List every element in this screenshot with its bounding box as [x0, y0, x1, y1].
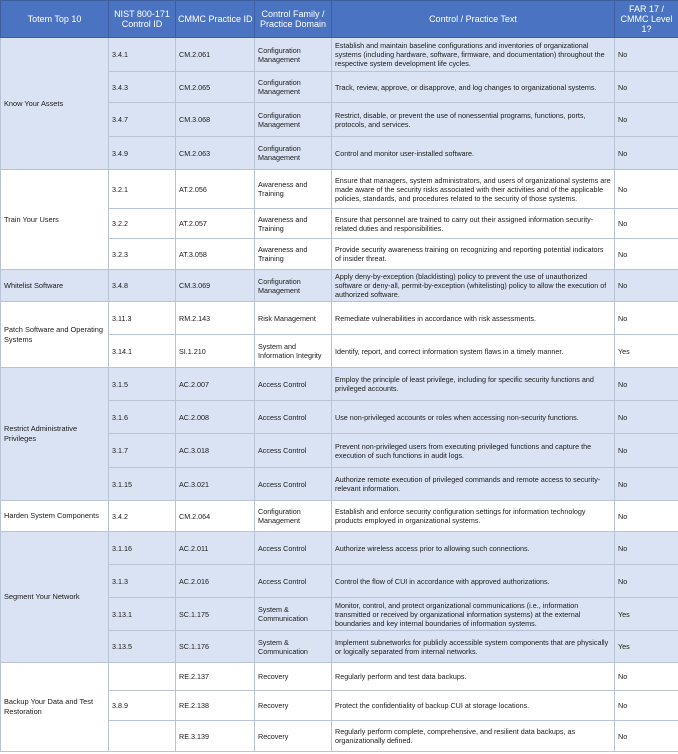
header-nist-control-id: NIST 800-171 Control ID: [109, 1, 176, 38]
far-level1-cell: No: [615, 209, 678, 239]
cmmc-practice-id-cell: AC.3.018: [176, 434, 255, 468]
far-level1-cell: Yes: [615, 598, 678, 631]
far-level1-cell: No: [615, 434, 678, 468]
top10-category: Train Your Users: [1, 170, 109, 270]
cmmc-practice-id-cell: SC.1.175: [176, 598, 255, 631]
control-family-cell: Configuration Management: [255, 270, 332, 302]
far-level1-cell: No: [615, 501, 678, 532]
control-family-cell: Awareness and Training: [255, 170, 332, 209]
far-level1-cell: No: [615, 302, 678, 335]
nist-control-id-cell: 3.4.7: [109, 103, 176, 137]
control-family-cell: Access Control: [255, 401, 332, 434]
control-family-cell: System & Communication: [255, 598, 332, 631]
far-level1-cell: No: [615, 565, 678, 598]
control-family-cell: Access Control: [255, 468, 332, 501]
control-text-cell: Restrict, disable, or prevent the use of nonessential programs, functions, ports, protocols, and services.: [332, 103, 615, 137]
far-level1-cell: No: [615, 663, 678, 691]
control-family-cell: Configuration Management: [255, 103, 332, 137]
far-level1-cell: No: [615, 239, 678, 270]
cmmc-practice-id-cell: AC.2.016: [176, 565, 255, 598]
control-family-cell: Recovery: [255, 721, 332, 752]
control-text-cell: Authorize wireless access prior to allowing such connections.: [332, 532, 615, 565]
table-row: [1, 501, 678, 532]
cmmc-practice-id-cell: CM.2.064: [176, 501, 255, 532]
table-row: [1, 663, 678, 691]
control-text-cell: Protect the confidentiality of backup CUI at storage locations.: [332, 691, 615, 721]
nist-control-id-cell: 3.11.3: [109, 302, 176, 335]
cmmc-practice-id-cell: CM.3.068: [176, 103, 255, 137]
control-text-cell: Track, review, approve, or disapprove, and log changes to organizational systems.: [332, 72, 615, 103]
far-level1-cell: No: [615, 103, 678, 137]
top10-category: Backup Your Data and Test Restoration: [1, 663, 109, 752]
top10-category: Whitelist Software: [1, 270, 109, 302]
cmmc-practice-id-cell: CM.2.065: [176, 72, 255, 103]
nist-control-id-cell: 3.2.2: [109, 209, 176, 239]
nist-control-id-cell: 3.1.3: [109, 565, 176, 598]
control-text-cell: Regularly perform and test data backups.: [332, 663, 615, 691]
control-family-cell: Configuration Management: [255, 38, 332, 72]
cmmc-practice-id-cell: SI.1.210: [176, 335, 255, 368]
nist-control-id-cell: 3.1.16: [109, 532, 176, 565]
far-level1-cell: No: [615, 691, 678, 721]
cmmc-practice-id-cell: RM.2.143: [176, 302, 255, 335]
control-text-cell: Authorize remote execution of privileged commands and remote access to security-relevant information.: [332, 468, 615, 501]
cmmc-practice-id-cell: RE.2.137: [176, 663, 255, 691]
far-level1-cell: Yes: [615, 631, 678, 663]
header-control-text: Control / Practice Text: [332, 1, 615, 38]
table-row: [1, 38, 678, 72]
nist-control-id-cell: [109, 663, 176, 691]
control-family-cell: Configuration Management: [255, 72, 332, 103]
control-text-cell: Use non-privileged accounts or roles when accessing non-security functions.: [332, 401, 615, 434]
control-family-cell: Awareness and Training: [255, 209, 332, 239]
cmmc-practice-id-cell: AC.3.021: [176, 468, 255, 501]
nist-control-id-cell: 3.1.6: [109, 401, 176, 434]
cmmc-practice-id-cell: AT.3.058: [176, 239, 255, 270]
top10-category: Harden System Components: [1, 501, 109, 532]
nist-control-id-cell: 3.14.1: [109, 335, 176, 368]
control-family-cell: Risk Management: [255, 302, 332, 335]
table-row: [1, 302, 678, 335]
top10-category: Know Your Assets: [1, 38, 109, 170]
header-cmmc-practice-id: CMMC Practice ID: [176, 1, 255, 38]
nist-control-id-cell: 3.2.3: [109, 239, 176, 270]
far-level1-cell: No: [615, 38, 678, 72]
top10-category: Patch Software and Operating Systems: [1, 302, 109, 368]
nist-control-id-cell: 3.4.2: [109, 501, 176, 532]
cmmc-practice-id-cell: AT.2.057: [176, 209, 255, 239]
control-text-cell: Regularly perform complete, comprehensive, and resilient data backups, as organizationally defined.: [332, 721, 615, 752]
control-text-cell: Implement subnetworks for publicly accessible system components that are physically or logically separated from internal networks.: [332, 631, 615, 663]
header-control-family: Control Family / Practice Domain: [255, 1, 332, 38]
nist-control-id-cell: 3.4.1: [109, 38, 176, 72]
control-text-cell: Establish and maintain baseline configurations and inventories of organizational systems (including hardware, software, firmware, and documentation) throughout the respective system development life cycles.: [332, 38, 615, 72]
control-family-cell: Configuration Management: [255, 501, 332, 532]
cmmc-practice-id-cell: RE.2.138: [176, 691, 255, 721]
nist-control-id-cell: 3.13.1: [109, 598, 176, 631]
far-level1-cell: No: [615, 401, 678, 434]
nist-control-id-cell: 3.13.5: [109, 631, 176, 663]
nist-control-id-cell: 3.8.9: [109, 691, 176, 721]
nist-control-id-cell: 3.1.7: [109, 434, 176, 468]
control-text-cell: Control the flow of CUI in accordance with approved authorizations.: [332, 565, 615, 598]
control-family-cell: Access Control: [255, 368, 332, 401]
far-level1-cell: No: [615, 72, 678, 103]
cmmc-practice-id-cell: RE.3.139: [176, 721, 255, 752]
control-text-cell: Remediate vulnerabilities in accordance with risk assessments.: [332, 302, 615, 335]
header-top10: Totem Top 10: [1, 1, 109, 38]
control-text-cell: Ensure that managers, system administrators, and users of organizational systems are made aware of the security risks associated with their activities and of the applicable policies, standards, and procedures related to the security of those systems.: [332, 170, 615, 209]
far-level1-cell: No: [615, 468, 678, 501]
control-text-cell: Provide security awareness training on recognizing and reporting potential indicators of insider threat.: [332, 239, 615, 270]
cmmc-practice-id-cell: SC.1.176: [176, 631, 255, 663]
far-level1-cell: Yes: [615, 335, 678, 368]
nist-control-id-cell: 3.1.15: [109, 468, 176, 501]
control-family-cell: Recovery: [255, 663, 332, 691]
cmmc-practice-id-cell: AC.2.008: [176, 401, 255, 434]
nist-control-id-cell: [109, 721, 176, 752]
nist-control-id-cell: 3.1.5: [109, 368, 176, 401]
control-text-cell: Ensure that personnel are trained to carry out their assigned information security-related duties and responsibilities.: [332, 209, 615, 239]
header-row: [1, 1, 678, 38]
table-row: [1, 270, 678, 302]
table-row: [1, 368, 678, 401]
top10-category: Segment Your Network: [1, 532, 109, 663]
table-row: [1, 170, 678, 209]
control-family-cell: Access Control: [255, 434, 332, 468]
control-family-cell: Configuration Management: [255, 137, 332, 170]
control-family-cell: System and Information Integrity: [255, 335, 332, 368]
nist-control-id-cell: 3.2.1: [109, 170, 176, 209]
control-text-cell: Establish and enforce security configuration settings for information technology products employed in organizational systems.: [332, 501, 615, 532]
nist-control-id-cell: 3.4.3: [109, 72, 176, 103]
control-text-cell: Monitor, control, and protect organizational communications (i.e., information transmitted or received by organizational information systems) at the external boundaries and key internal boundaries of information systems.: [332, 598, 615, 631]
cmmc-practice-id-cell: AC.2.007: [176, 368, 255, 401]
nist-control-id-cell: 3.4.8: [109, 270, 176, 302]
header-far-level1: FAR 17 / CMMC Level 1?: [615, 1, 678, 38]
table-row: [1, 532, 678, 565]
far-level1-cell: No: [615, 368, 678, 401]
control-family-cell: Recovery: [255, 691, 332, 721]
nist-control-id-cell: 3.4.9: [109, 137, 176, 170]
top10-category: Restrict Administrative Privileges: [1, 368, 109, 501]
far-level1-cell: No: [615, 532, 678, 565]
control-family-cell: System & Communication: [255, 631, 332, 663]
cmmc-practice-id-cell: CM.2.063: [176, 137, 255, 170]
control-text-cell: Apply deny-by-exception (blacklisting) policy to prevent the use of unauthorized software or deny-all, permit-by-exception (whitelisting) policy to allow the execution of authorized software.: [332, 270, 615, 302]
control-text-cell: Employ the principle of least privilege, including for specific security functions and privileged accounts.: [332, 368, 615, 401]
far-level1-cell: No: [615, 137, 678, 170]
control-text-cell: Control and monitor user-installed software.: [332, 137, 615, 170]
control-family-cell: Access Control: [255, 532, 332, 565]
far-level1-cell: No: [615, 721, 678, 752]
far-level1-cell: No: [615, 170, 678, 209]
far-level1-cell: No: [615, 270, 678, 302]
cmmc-practice-id-cell: CM.3.069: [176, 270, 255, 302]
control-family-cell: Awareness and Training: [255, 239, 332, 270]
control-family-cell: Access Control: [255, 565, 332, 598]
cmmc-practice-id-cell: AC.2.011: [176, 532, 255, 565]
table-body: [1, 38, 678, 752]
control-text-cell: Identify, report, and correct information system flaws in a timely manner.: [332, 335, 615, 368]
control-text-cell: Prevent non-privileged users from executing privileged functions and capture the execution of such functions in audit logs.: [332, 434, 615, 468]
cmmc-practice-id-cell: CM.2.061: [176, 38, 255, 72]
cmmc-practice-id-cell: AT.2.056: [176, 170, 255, 209]
